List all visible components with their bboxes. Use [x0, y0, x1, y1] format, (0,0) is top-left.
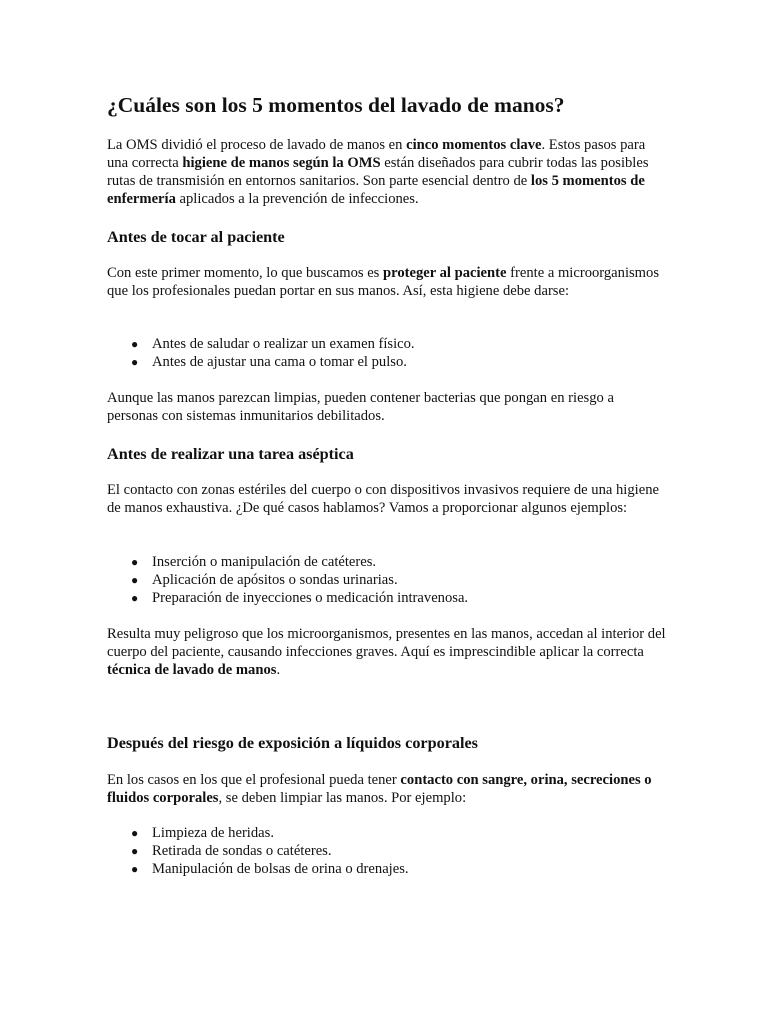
section1-paragraph-2: Aunque las manos parezcan limpias, pueden contener bacterias que pongan en riesgo a personas con sistemas inmunitarios debilitados.	[107, 390, 614, 424]
list-item-text: Inserción o manipulación de catéteres.	[152, 554, 377, 570]
section3-p1-text-1: En los casos en los que el profesional pueda tener	[107, 772, 401, 788]
bullet-icon: ●	[131, 826, 139, 840]
bullet-icon: ●	[131, 573, 139, 587]
section3-p1-text-2: , se deben limpiar las manos. Por ejemplo:	[218, 790, 467, 806]
page-title: ¿Cuáles son los 5 momentos del lavado de manos?	[107, 93, 565, 117]
list-item	[107, 860, 667, 878]
list-item	[107, 571, 667, 589]
list-item-text: Retirada de sondas o catéteres.	[152, 843, 332, 859]
bullet-icon: ●	[131, 591, 139, 605]
list-item-text: Preparación de inyecciones o medicación intravenosa.	[152, 590, 469, 606]
section2-heading: Antes de realizar una tarea aséptica	[107, 445, 354, 463]
section2-paragraph-2	[107, 625, 667, 679]
section2-paragraph-1: El contacto con zonas estériles del cuerpo o con dispositivos invasivos requiere de una higiene de manos exhaustiva. ¿De qué casos hablamos? Vamos a proporcionar algunos ejemplos:	[107, 482, 659, 516]
list-item	[107, 335, 667, 353]
section2-p2-bold: técnica de lavado de manos	[107, 662, 277, 678]
intro-text-1: La OMS dividió el proceso de lavado de manos en	[107, 137, 407, 153]
section2-list	[107, 553, 667, 607]
intro-text-4: aplicados a la prevención de infecciones.	[175, 191, 419, 207]
intro-bold-1: cinco momentos clave	[406, 137, 542, 153]
list-item	[107, 824, 667, 842]
list-item-text: Antes de saludar o realizar un examen físico.	[152, 336, 415, 352]
section2-p2-text-1: Resulta muy peligroso que los microorganismos, presentes en las manos, accedan al interior del cuerpo del paciente, causando infecciones graves. Aquí es imprescindible aplicar la correcta	[107, 626, 666, 660]
section1-paragraph-1	[107, 264, 667, 300]
section1-p1-text-1: Con este primer momento, lo que buscamos es	[107, 265, 384, 281]
section3-paragraph-1	[107, 771, 667, 807]
intro-bold-2: higiene de manos según la OMS	[182, 155, 381, 171]
section1-p1-bold: proteger al paciente	[383, 265, 507, 281]
intro-text-2: . Estos pasos para una correcta	[107, 137, 646, 171]
section1-p1-text-2: frente a microorganismos que los profesionales puedan portar en sus manos. Así, esta higiene debe darse:	[107, 265, 660, 299]
section1-list	[107, 335, 667, 371]
intro-bold-3: los 5 momentos de enfermería	[107, 173, 645, 207]
intro-text-3: están diseñados para cubrir todas las posibles rutas de transmisión en entornos sanitarios. Son parte esencial dentro de	[107, 155, 649, 189]
intro-paragraph	[107, 136, 667, 208]
list-item-text: Limpieza de heridas.	[152, 825, 274, 841]
bullet-icon: ●	[131, 555, 139, 569]
bullet-icon: ●	[131, 862, 139, 876]
list-item	[107, 353, 667, 371]
bullet-icon: ●	[131, 337, 139, 351]
list-item-text: Aplicación de apósitos o sondas urinarias.	[152, 572, 398, 588]
bullet-icon: ●	[131, 355, 139, 369]
section1-heading: Antes de tocar al paciente	[107, 228, 285, 246]
list-item	[107, 589, 667, 607]
list-item-text: Antes de ajustar una cama o tomar el pulso.	[152, 354, 407, 370]
section3-p1-bold: contacto con sangre, orina, secreciones o fluidos corporales	[107, 772, 652, 806]
list-item-text: Manipulación de bolsas de orina o drenajes.	[152, 861, 409, 877]
section3-heading: Después del riesgo de exposición a líquidos corporales	[107, 734, 478, 752]
section3-list	[107, 824, 667, 878]
section2-p2-text-2: .	[276, 662, 281, 678]
bullet-icon: ●	[131, 844, 139, 858]
list-item	[107, 553, 667, 571]
list-item	[107, 842, 667, 860]
